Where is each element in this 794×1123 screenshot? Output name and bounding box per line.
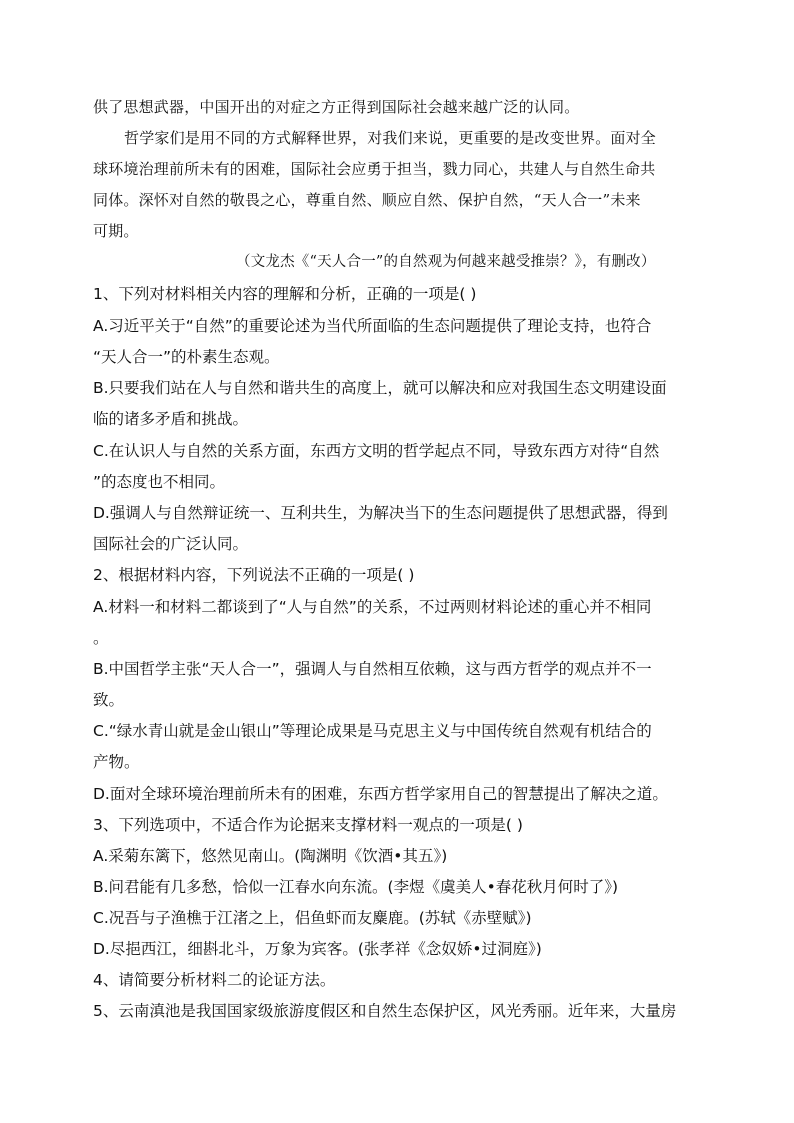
question-2-option-d: D.面对全球环境治理前所未有的困难，东西方哲学家用自己的智慧提出了解决之道。 (93, 785, 668, 803)
question-3-option-b: B.问君能有几多愁，恰似一江春水向东流。(李煜《虞美人•春花秋月何时了》) (93, 878, 619, 896)
question-1-option-d-cont: 国际社会的广泛认同。 (93, 535, 249, 553)
question-2-option-b-cont: 致。 (93, 691, 125, 709)
passage-line: 可期。 (93, 222, 139, 240)
question-1-option-b-cont: 临的诸多矛盾和挑战。 (93, 410, 249, 428)
question-3-option-c: C.况吾与子渔樵于江渚之上，侣鱼虾而友麋鹿。(苏轼《赤壁赋》) (93, 909, 532, 927)
question-1-option-b: B.只要我们站在人与自然和谐共生的高度上，就可以解决和应对我国生态文明建设面 (93, 379, 667, 397)
passage-line: 同体。深怀对自然的敬畏之心，尊重自然、顺应自然、保护自然，“天人合一”未来 (93, 191, 641, 209)
passage-citation: （文龙杰《“天人合一”的自然观为何越来越受推崇？》，有删改） (236, 254, 656, 270)
question-3-stem: 3、下列选项中，不适合作为论据来支撑材料一观点的一项是( ) (93, 816, 523, 834)
question-1-option-a-cont: “天人合一”的朴素生态观。 (93, 348, 280, 366)
question-2-option-c-cont: 产物。 (93, 753, 140, 771)
question-2-option-a: A.材料一和材料二都谈到了“人与自然”的关系，不过两则材料论述的重心并不相同 (93, 598, 652, 616)
question-5-stem: 5、云南滇池是我国国家级旅游度假区和自然生态保护区，风光秀丽。近年来，大量房 (93, 1002, 677, 1020)
question-1-option-a: A.习近平关于“自然”的重要论述为当代所面临的生态问题提供了理论支持，也符合 (93, 317, 652, 335)
passage-line: 供了思想武器，中国开出的对症之方正得到国际社会越来越广泛的认同。 (93, 98, 580, 116)
passage-line: 球环境治理前所未有的困难，国际社会应勇于担当，戮力同心，共建人与自然生命共 (93, 160, 656, 178)
question-1-option-c-cont: ”的态度也不相同。 (93, 473, 226, 491)
question-1-stem: 1、下列对材料相关内容的理解和分析，正确的一项是( ) (93, 285, 477, 303)
question-4-stem: 4、请简要分析材料二的论证方法。 (93, 971, 336, 989)
question-2-option-b: B.中国哲学主张“天人合一”，强调人与自然相互依赖，这与西方哲学的观点并不一 (93, 660, 652, 678)
question-2-stem: 2、根据材料内容，下列说法不正确的一项是( ) (93, 566, 415, 584)
question-3-option-d: D.尽挹西江，细斟北斗，万象为宾客。(张孝祥《念奴娇•过洞庭》) (93, 940, 542, 958)
question-3-option-a: A.采菊东篱下，悠然见南山。(陶渊明《饮酒•其五》) (93, 847, 448, 865)
question-2-option-a-cont: 。 (93, 629, 109, 647)
passage-line: 哲学家们是用不同的方式解释世界，对我们来说，更重要的是改变世界。面对全 (124, 129, 657, 147)
question-2-option-c: C.“绿水青山就是金山银山”等理论成果是马克思主义与中国传统自然观有机结合的 (93, 722, 652, 740)
question-1-option-d: D.强调人与自然辩证统一、互利共生，为解决当下的生态问题提供了思想武器，得到 (93, 504, 668, 522)
question-1-option-c: C.在认识人与自然的关系方面，东西方文明的哲学起点不同，导致东西方对待“自然 (93, 442, 660, 460)
